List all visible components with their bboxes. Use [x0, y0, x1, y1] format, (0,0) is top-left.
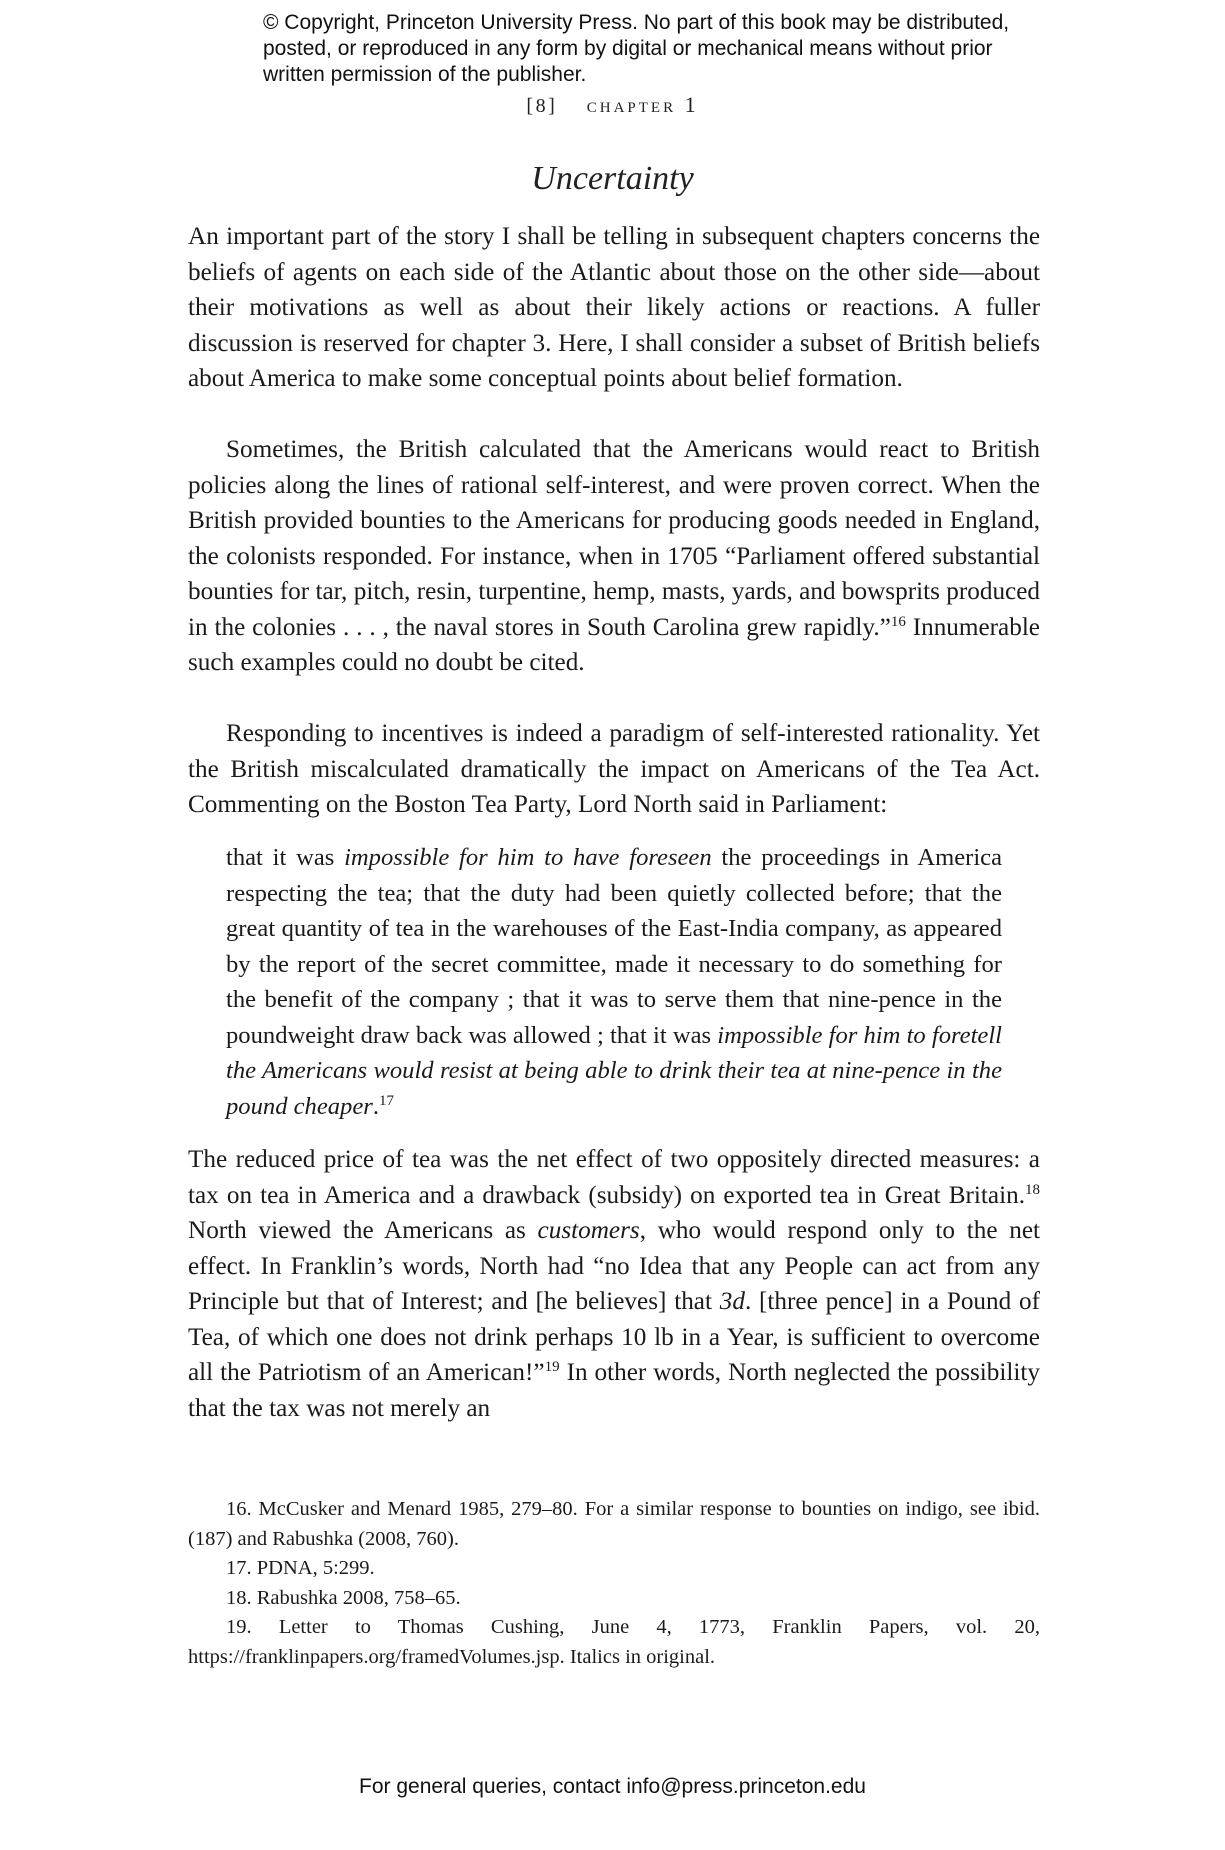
italic-word: customers	[537, 1217, 640, 1244]
footnote-17: 17. PDNA, 5:299.	[226, 1557, 375, 1579]
paragraph-text: An important part of the story I shall be telling in subsequent chapters concerns the beliefs of agents on each side of the Atlantic about those on the other side—about their motivations as well as about their likely actions or reactions. A fuller discussion is reserved for chapter 3. Here, I shall consider a subset of British beliefs about America to make some conceptual points about belief formation.	[188, 223, 1040, 392]
footnote-ref-16[interactable]: 16	[890, 613, 906, 630]
footnote-ref-19[interactable]: 19	[544, 1359, 560, 1375]
body-paragraph-2	[188, 432, 1040, 681]
footnote-18: 18. Rabushka 2008, 758–65.	[226, 1586, 461, 1609]
footnote-ref-17[interactable]: 17	[379, 1092, 394, 1109]
running-head	[0, 92, 1225, 118]
body-paragraph-3	[188, 716, 1040, 823]
section-title: Uncertainty	[531, 160, 694, 197]
body-paragraph-1	[188, 219, 1040, 397]
italic-word: 3d	[719, 1288, 745, 1315]
copyright-notice: © Copyright, Princeton University Press. No part of this book may be distributed, posted, or reproduced in any form by digital or mechanical means without prior written permission of the publisher.	[263, 11, 1010, 86]
paragraph-text	[188, 1142, 1040, 1426]
paragraph-text-segment: . [three pence] in a Pound of Tea, of which one does not drink perhaps 10 lb in a Year, is sufficient to overcome all the Patriotism of an American!”	[188, 1288, 1040, 1386]
paragraph-text: Responding to incentives is indeed a paradigm of self-interested rationality. Yet the British miscalculated dramatically the impact on Americans of the Tea Act. Commenting on the Boston Tea Party, Lord North said in Parliament:	[188, 720, 1040, 818]
paragraph-text	[188, 432, 1040, 681]
footnote-19: 19. Letter to Thomas Cushing, June 4, 1773, Franklin Papers, vol. 20, https://franklinpapers.org/framedVolumes.jsp. Italics in original.	[188, 1616, 1040, 1668]
paragraph-text-segment: The reduced price of tea was the net effect of two oppositely directed measures: a tax on tea in America and a drawback (subsidy) on exported tea in Great Britain.	[188, 1146, 1040, 1209]
chapter-label: chapter 1	[586, 92, 699, 117]
quote-italic: impossible for him to foretell the Americans would resist at being able to drink their tea at nine-pence in the pound cheaper	[226, 1021, 1002, 1120]
body-paragraph-4	[188, 1142, 1040, 1426]
quote-text: the proceedings in America respecting the tea; that the duty had been quietly collected before; that the great quantity of tea in the warehouses of the East-India company, as appeared by the report of the secret committee, made it necessary to do something for the benefit of the company ; that it was to serve them that nine-pence in the poundweight draw back was allowed ; that it was	[226, 844, 1002, 1049]
quote-italic: impossible for him to have foreseen	[344, 844, 712, 871]
page-number: [8]	[526, 95, 558, 117]
contact-footer: For general queries, contact info@press.princeton.edu	[359, 1775, 866, 1798]
block-quote	[226, 840, 1002, 1124]
paragraph-text-segment: , who would respond only to the net effect. In Franklin’s words, North had “no Idea that any People can act from any Principle but that of Interest; and [he believes] that	[188, 1217, 1040, 1315]
footnotes	[188, 1495, 1040, 1672]
paragraph-tail: Innumerable such examples could no doubt be cited.	[188, 613, 1040, 676]
quote-text: .	[372, 1092, 379, 1120]
paragraph-main: Sometimes, the British calculated that the Americans would react to British policies along the lines of rational self-interest, and were proven correct. When the British provided bounties to the Americans for producing goods needed in England, the colonists responded. For instance, when in 1705 “Parliament offered substantial bounties for tar, pitch, resin, turpentine, hemp, masts, yards, and bowsprits produced in the colonies . . . , the naval stores in South Carolina grew rapidly.”	[188, 436, 1040, 641]
footnote-16: 16. McCusker and Menard 1985, 279–80. For a similar response to bounties on indigo, see ibid. (187) and Rabushka (2008, 760).	[188, 1498, 1040, 1550]
footnote-ref-18[interactable]: 18	[1025, 1181, 1040, 1198]
paragraph-text-segment: In other words, North neglected the possibility that the tax was not merely an	[188, 1359, 1040, 1422]
quote-text: that it was	[226, 844, 345, 871]
paragraph-text-segment: North viewed the Americans as	[188, 1217, 538, 1244]
